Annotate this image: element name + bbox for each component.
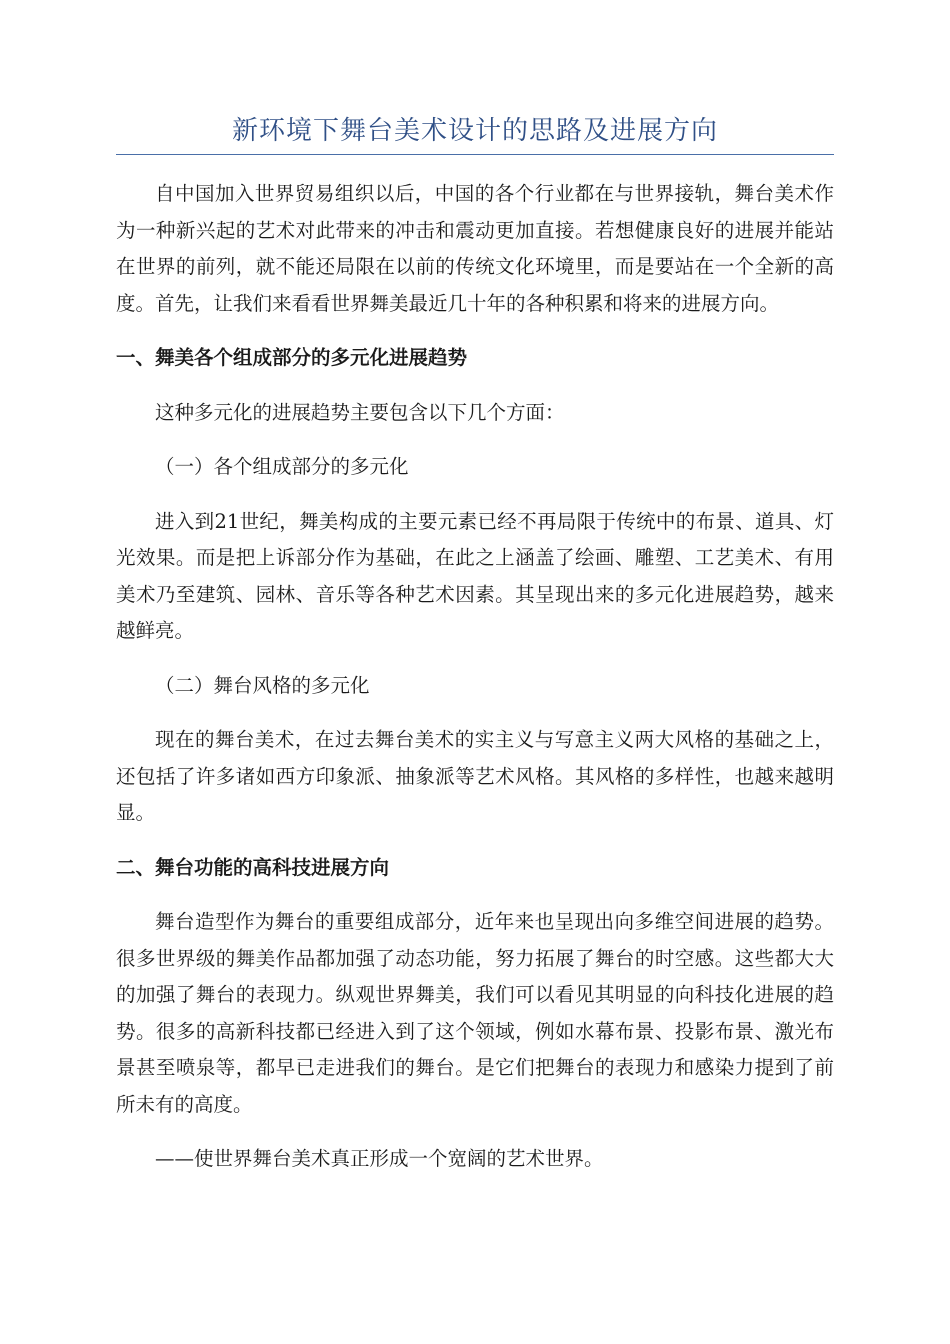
section-1-heading: 一、舞美各个组成部分的多元化进展趋势: [116, 346, 468, 369]
section-1-sub-1-heading: （一）各个组成部分的多元化: [155, 455, 409, 478]
document-title: 新环境下舞台美术设计的思路及进展方向: [231, 116, 718, 146]
section-1-sub-1-text: 进入到21世纪，舞美构成的主要元素已经不再局限于传统中的布景、道具、灯光效果。而是把上诉部分作为基础，在此之上涵盖了绘画、雕塑、工艺美术、有用美术乃至建筑、园林、音乐等各种艺术因素。其呈现出来的多元化进展趋势，越来越鲜亮。: [116, 509, 834, 642]
intro-paragraph: 自中国加入世界贸易组织以后，中国的各个行业都在与世界接轨，舞台美术作为一种新兴起的艺术对此带来的冲击和震动更加直接。若想健康良好的进展并能站在世界的前列，就不能还局限在以前的传统文化环境里，而是要站在一个全新的高度。首先，让我们来看看世界舞美最近几十年的各种积累和将来的进展方向。: [116, 182, 834, 315]
section-1-sub-2-text: 现在的舞台美术，在过去舞台美术的实主义与写意主义两大风格的基础之上，还包括了许多诸如西方印象派、抽象派等艺术风格。其风格的多样性，也越来越明显。: [116, 728, 834, 824]
section-1-lead: 这种多元化的进展趋势主要包含以下几个方面：: [155, 400, 565, 424]
title-underline: [116, 154, 834, 155]
section-2-text: 舞台造型作为舞台的重要组成部分，近年来也呈现出向多维空间进展的趋势。很多世界级的舞美作品都加强了动态功能，努力拓展了舞台的时空感。这些都大大的加强了舞台的表现力。纵观世界舞美，我们可以看见其明显的向科技化进展的趋势。很多的高新科技都已经进入到了这个领域，例如水幕布景、投影布景、激光布景甚至喷泉等，都早已走进我们的舞台。是它们把舞台的表现力和感染力提到了前所未有的高度。: [116, 910, 834, 1116]
document-body: [116, 176, 834, 1178]
section-2-closing: ——使世界舞台美术真正形成一个宽阔的艺术世界。: [155, 1147, 604, 1170]
section-2-heading: 二、舞台功能的高科技进展方向: [116, 855, 390, 879]
section-1-sub-2-heading: （二）舞台风格的多元化: [155, 673, 370, 697]
